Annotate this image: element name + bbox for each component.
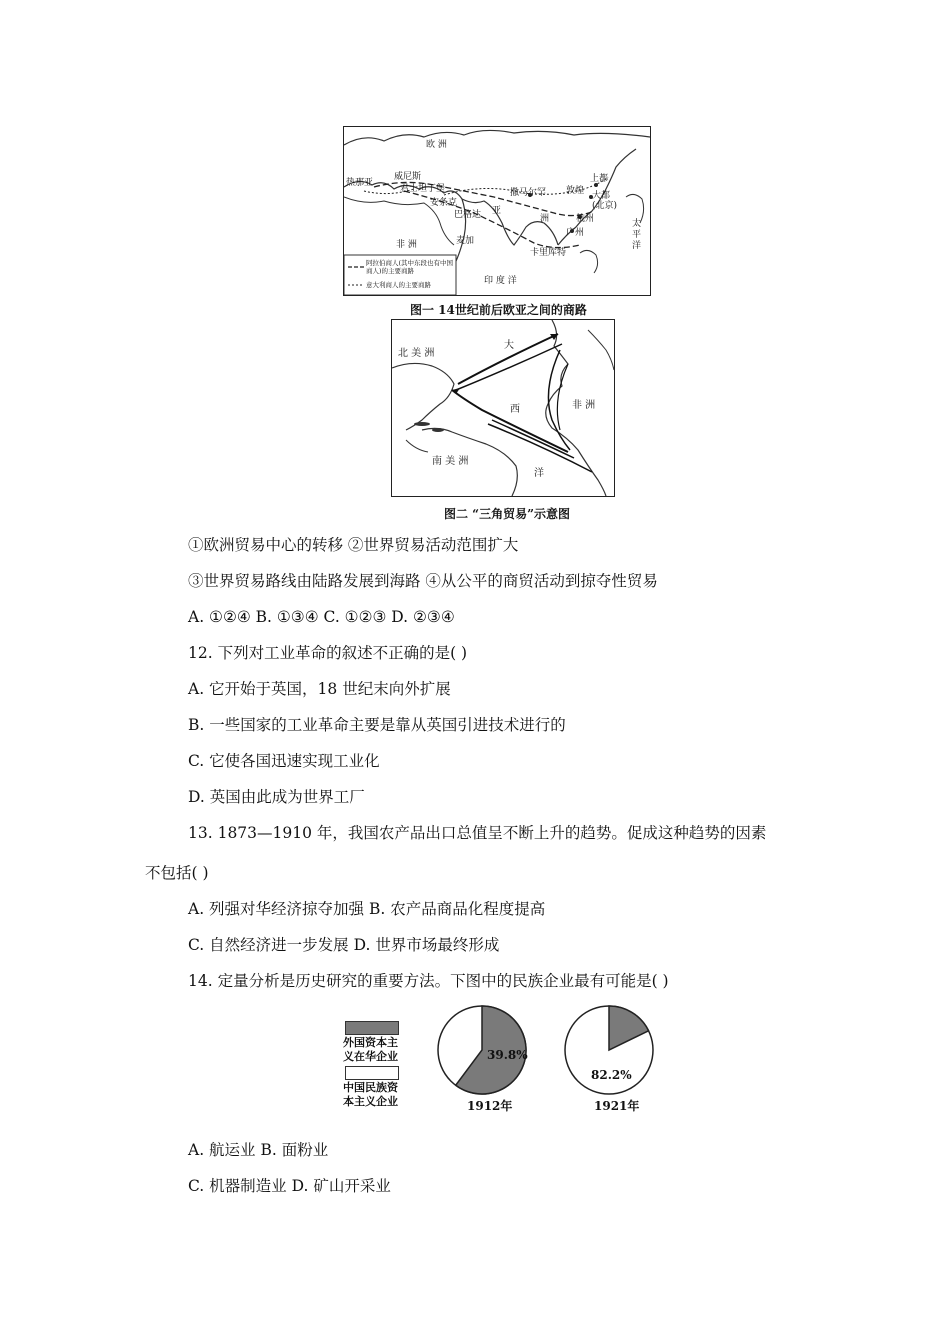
- q12-option-d: D. 英国由此成为世界工厂: [188, 788, 365, 806]
- q12-option-b: B. 一些国家的工业革命主要是靠从英国引进技术进行的: [188, 716, 566, 734]
- legend-swatch-foreign: [345, 1021, 399, 1035]
- pie-1912-value-label: 39.8%: [487, 1048, 528, 1062]
- pie-1921-value-label: 82.2%: [591, 1068, 632, 1082]
- map1-label-africa: 非 洲: [396, 240, 417, 250]
- figure2-map: [391, 319, 615, 497]
- pie-1912-year-label: 1912年: [467, 1099, 513, 1113]
- map1-label-guangzhou: 广州: [566, 228, 585, 238]
- map1-legend-arab: 阿拉伯商人(其中东段也有中国商人)的主要商路: [366, 259, 454, 275]
- q11-choices: A. ①②④ B. ①③④ C. ①②③ D. ②③④: [188, 608, 455, 626]
- map2-label-xi: 西: [510, 404, 520, 415]
- map1-label-hangzhou: 杭州: [576, 214, 595, 224]
- q11-option-line2: ③世界贸易路线由陆路发展到海路 ④从公平的商贸活动到掠夺性贸易: [188, 572, 658, 590]
- pie-1921-year-label: 1921年: [594, 1099, 640, 1113]
- q13-options-ab: A. 列强对华经济掠夺加强 B. 农产品商品化程度提高: [188, 900, 546, 918]
- figure2-caption: 图二 “三角贸易”示意图: [444, 507, 570, 521]
- q14-stem: 14. 定量分析是历史研究的重要方法。下图中的民族企业最有可能是( ): [188, 972, 669, 990]
- map1-label-mecca: 麦加: [456, 236, 475, 246]
- map1-label-baghdad: 巴格达: [454, 210, 482, 220]
- q12-option-c: C. 它使各国迅速实现工业化: [188, 752, 380, 770]
- map1-label-venice: 威尼斯: [394, 172, 422, 182]
- map1-label-genoa: 热那亚: [346, 178, 374, 188]
- map1-label-asia-b: 洲: [540, 214, 550, 224]
- legend-swatch-national: [345, 1066, 399, 1080]
- map1-label-indian-ocean: 印 度 洋: [484, 276, 517, 286]
- map1-label-asia-a: 亚: [492, 206, 502, 216]
- map2-label-africa: 非 洲: [572, 400, 596, 411]
- pie-chart-svg: [434, 1004, 674, 1104]
- q12-stem: 12. 下列对工业革命的叙述不正确的是( ): [188, 644, 468, 662]
- map1-label-shangdu: 上都: [590, 174, 609, 184]
- q14-options-cd: C. 机器制造业 D. 矿山开采业: [188, 1177, 391, 1195]
- map1-label-antioch: 安条克: [430, 198, 458, 208]
- figure1-caption: 图一 14世纪前后欧亚之间的商路: [410, 303, 587, 317]
- q14-options-ab: A. 航运业 B. 面粉业: [188, 1141, 329, 1159]
- legend-label-national: 中国民族资本主义企业: [343, 1081, 398, 1108]
- map1-label-dunhuang: 敦煌: [566, 186, 585, 196]
- q11-option-line1: ①欧洲贸易中心的转移 ②世界贸易活动范围扩大: [188, 536, 519, 554]
- map1-label-pacific: 太平洋: [632, 219, 642, 251]
- q13-stem-line1: 13. 1873—1910 年，我国农产品出口总值呈不断上升的趋势。促成这种趋势的因素: [188, 824, 767, 842]
- figure1-map: [343, 126, 651, 296]
- q13-stem-line2: 不包括( ): [145, 864, 209, 882]
- map1-label-samarkand: 撒马尔罕: [510, 188, 547, 198]
- map1-label-europe: 欧 洲: [426, 140, 447, 150]
- q13-options-cd: C. 自然经济进一步发展 D. 世界市场最终形成: [188, 936, 500, 954]
- map2-label-south-america: 南 美 洲: [432, 456, 469, 467]
- legend-label-foreign: 外国资本主义在华企业: [343, 1036, 398, 1063]
- map2-label-yang: 洋: [534, 468, 544, 479]
- map1-label-constantinople: 君士坦丁堡: [400, 184, 446, 194]
- map1-label-dadu: 大都(北京): [592, 191, 618, 211]
- map1-label-calicut: 卡里库特: [530, 248, 567, 258]
- q12-option-a: A. 它开始于英国，18 世纪末向外扩展: [188, 680, 451, 698]
- map2-label-north-america: 北 美 洲: [398, 348, 435, 359]
- map1-legend-italy: 意大利商人的主要商路: [366, 281, 431, 289]
- map2-label-da: 大: [504, 340, 514, 351]
